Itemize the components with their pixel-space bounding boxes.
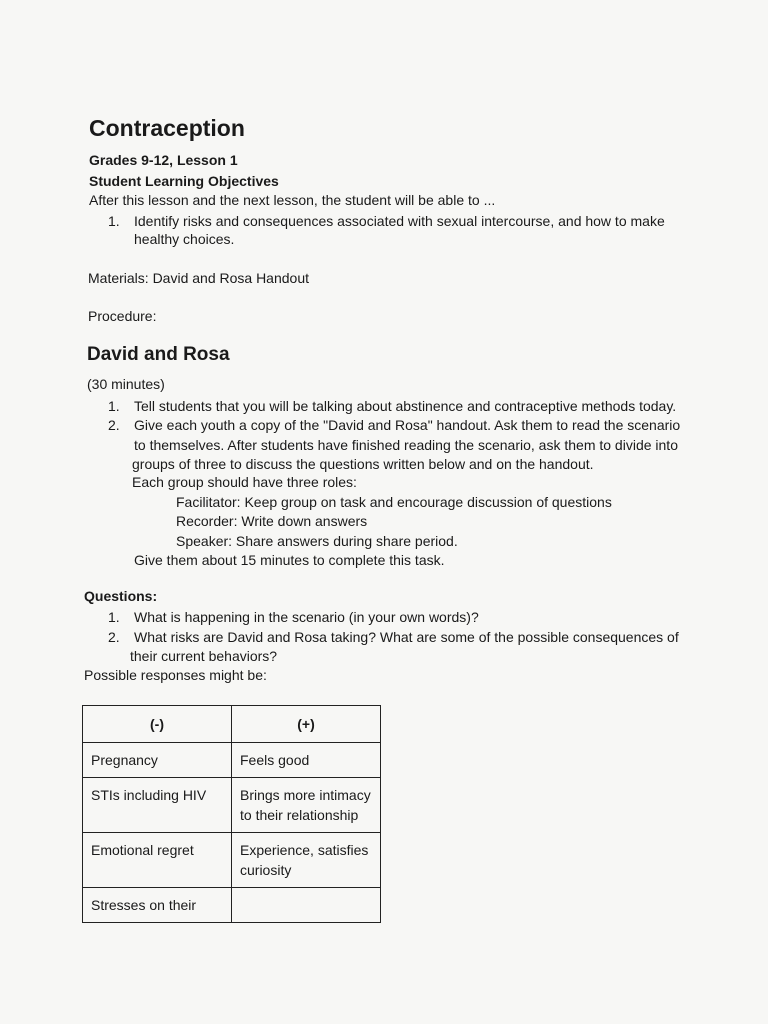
objective-number: 1. [108, 213, 120, 229]
objective-text: Identify risks and consequences associated with sexual intercourse, and how to make [134, 213, 665, 229]
table-header-row [83, 706, 381, 743]
column-header-positive: (+) [232, 706, 381, 743]
step-continuation: to themselves. After students have finished reading the scenario, ask them to divide into [134, 437, 678, 453]
table-row [83, 888, 381, 923]
responses-intro: Possible responses might be: [84, 667, 267, 683]
table-cell-negative: STIs including HIV [83, 778, 232, 833]
table-cell-positive [232, 888, 381, 923]
question-continuation: their current behaviors? [130, 648, 278, 664]
step-item [108, 417, 680, 433]
role-facilitator: Facilitator: Keep group on task and encourage discussion of questions [176, 494, 612, 510]
page-title: Contraception [89, 115, 245, 141]
role-speaker: Speaker: Share answers during share period. [176, 533, 458, 549]
grades-heading: Grades 9-12, Lesson 1 [89, 152, 238, 168]
section-title: David and Rosa [87, 344, 230, 365]
table-cell-negative: Stresses on their [83, 888, 232, 923]
table-cell-positive: Brings more intimacy to their relationship [232, 778, 381, 833]
question-number: 2. [108, 629, 120, 645]
materials-line: Materials: David and Rosa Handout [88, 270, 310, 286]
questions-heading: Questions: [84, 588, 158, 604]
responses-table [82, 705, 381, 923]
objectives-heading: Student Learning Objectives [89, 173, 279, 189]
column-header-negative: (-) [83, 706, 232, 743]
table-row [83, 743, 381, 778]
table-cell-negative: Emotional regret [83, 833, 232, 888]
question-item [108, 629, 679, 645]
question-number: 1. [108, 609, 120, 625]
question-text: What risks are David and Rosa taking? What are some of the possible consequences of [134, 629, 679, 645]
table-cell-positive: Feels good [232, 743, 381, 778]
question-item [108, 609, 479, 625]
time-note: Give them about 15 minutes to complete this task. [134, 552, 445, 568]
role-recorder: Recorder: Write down answers [176, 513, 368, 529]
table-body [83, 743, 381, 923]
objectives-intro: After this lesson and the next lesson, the student will be able to ... [89, 192, 496, 208]
step-text: Give each youth a copy of the "David and Rosa" handout. Ask them to read the scenario [134, 417, 681, 433]
table-row [83, 778, 381, 833]
duration-note: (30 minutes) [87, 376, 165, 392]
question-text: What is happening in the scenario (in your own words)? [134, 609, 479, 625]
objective-item [108, 213, 665, 229]
step-continuation: Each group should have three roles: [132, 474, 357, 490]
step-text: Tell students that you will be talking about abstinence and contraceptive methods today. [134, 398, 677, 414]
objective-continuation: healthy choices. [134, 231, 235, 247]
step-continuation: groups of three to discuss the questions written below and on the handout. [132, 456, 594, 472]
step-item [108, 398, 676, 414]
step-number: 2. [108, 417, 120, 433]
table-cell-positive: Experience, satisfies curiosity [232, 833, 381, 888]
table-row [83, 833, 381, 888]
table-cell-negative: Pregnancy [83, 743, 232, 778]
procedure-line: Procedure: [88, 308, 157, 324]
step-number: 1. [108, 398, 120, 414]
